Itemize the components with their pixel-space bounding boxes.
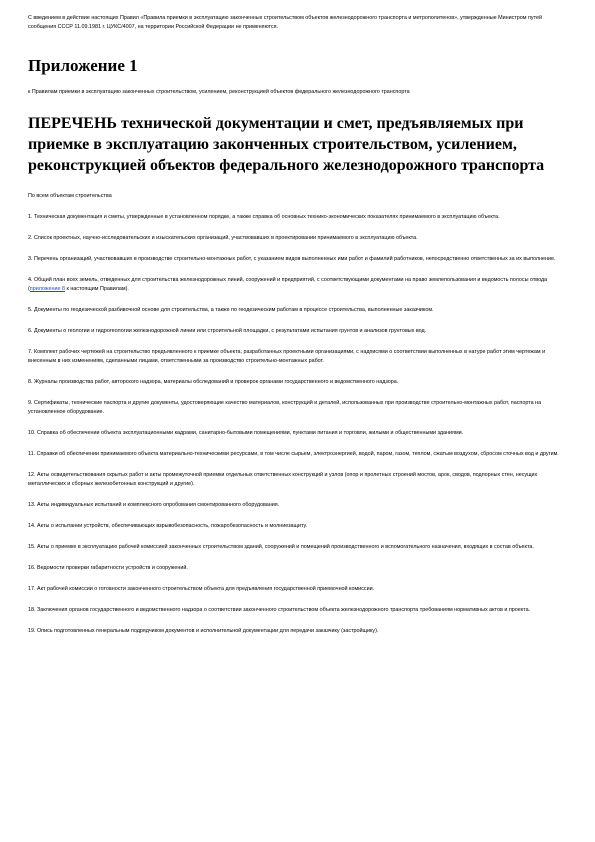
list-item-6: 6. Документы о геологии и гидрогеологии железнодорожной линии или строительной площадки, с результатами испытания грунтов и анализов грунтовых вод. — [28, 328, 427, 334]
list-item-19: 19. Опись подготовленных генеральным подрядчиком документов и исполнительной документации для передачи заказчику (застройщику). — [28, 628, 379, 634]
list-item-3: 3. Перечень организаций, участвовавших в производстве строительно-монтажных работ, с указанием видов выполненных ими работ и фамилий работников, непосредственно ответственных за их выполнение. — [28, 256, 556, 262]
document-title: ПЕРЕЧЕНЬ технической документации и смет, предъявляемых при приемке в эксплуатацию законченных строительством, усилением, реконструкцией объектов федерального железнодорожного транспорта — [28, 115, 545, 174]
list-item-11: 11. Справки об обеспечении принимаемого объекта материально-техническими ресурсами, в том числе сырьем, электроэнергией, водой, паром, газом, теплом, сжатым воздухом, сбросом сточных вод и другим. — [28, 451, 559, 457]
list-item-4-text-after: к настоящим Правилам). — [64, 286, 129, 292]
list-item-16: 16. Ведомости проверки габаритности устройств и сооружений. — [28, 565, 188, 571]
list-item-15: 15. Акты о приемке в эксплуатацию рабочей комиссией законченных строительством зданий, сооружений и помещений производственного и вспомогательного назначения, входящих в состав объекта. — [28, 544, 534, 550]
appendix-8-link[interactable]: приложение 8 — [29, 286, 65, 292]
appendix-title: Приложение 1 — [28, 56, 138, 75]
list-item-7: 7. Комплект рабочих чертежей на строительство предъявленного к приемке объекта, разработанных проектными организациями, с надписями о соответствии выполненных в натуре работ этим чертежам и внесенным в них изменениям, сделанными лицами, ответственными за производство строительно-монтажных работ. — [28, 349, 546, 364]
intro-note: С введением в действие настоящих Правил «Правила приемки в эксплуатацию законченных строительством объектов железнодорожного транспорта и метрополитенов», утвержденные Министром путей сообщения СССР 11.09.1981 г. ЦУКС/4007, на территории Российской Федерации не применяются. — [28, 15, 542, 30]
list-item-8: 8. Журналы производства работ, авторского надзора, материалы обследований и проверок органами государственного и ведомственного надзора. — [28, 379, 399, 385]
list-item-4 — [28, 276, 567, 294]
list-item-18: 18. Заключения органов государственного и ведомственного надзора о соответствии законченного строительством объекта железнодорожного транспорта требованиям нормативных актов и проекта. — [28, 607, 531, 613]
list-item-1: 1. Техническая документация и сметы, утвержденные в установленном порядке, а также справка об основных технико-экономических показателях принимаемого в эксплуатацию объекта. — [28, 214, 500, 220]
list-item-12: 12. Акты освидетельствования скрытых работ и акты промежуточной приемки отдельных ответственных конструкций и узлов (опор и пролетных строений мостов, арок, сводов, подпорных стен, несущих металлических и сборных железобетонных конструкций и другие). — [28, 472, 538, 487]
list-item-4-text-before: 4. Общий план всех земель, отведенных для строительства железнодорожных линий, сооружений и предприятий, с соответствующими документами на право землепользования и ведомость полосы отвода ( — [28, 277, 548, 292]
documents-list — [28, 213, 567, 636]
section-subhead: По всем объектам строительства — [28, 193, 112, 199]
list-item-13: 13. Акты индивидуальных испытаний и комплексного опробования смонтированного оборудования. — [28, 502, 280, 508]
list-item-14: 14. Акты о испытании устройств, обеспечивающих взрывобезопасность, пожаробезопасность и молниезащиту. — [28, 523, 308, 529]
list-item-5: 5. Документы по геодезической разбивочной основе для строительства, а также по геодезическим работам в процессе строительства, выполненные заказчиком. — [28, 307, 434, 313]
list-item-9: 9. Сертификаты, технические паспорта и другие документы, удостоверяющие качество материалов, конструкций и деталей, использованных при производстве строительно-монтажных работ, паспорта на установленное оборудование. — [28, 400, 542, 415]
list-item-2: 2. Список проектных, научно-исследовательских и изыскательских организаций, участвовавших в проектировании принимаемого в эксплуатацию объекта. — [28, 235, 418, 241]
list-item-17: 17. Акт рабочей комиссии о готовности законченного строительством объекта для предъявления государственной приемочной комиссии. — [28, 586, 375, 592]
list-item-10: 10. Справка об обеспечении объекта эксплуатационными кадрами, санитарно-бытовыми помещениями, пунктами питания и торговли, жилыми и общественными зданиями. — [28, 430, 464, 436]
appendix-reference: к Правилам приемки в эксплуатацию законченных строительством, усилением, реконструкцией объектов федерального железнодорожного транспорта — [28, 89, 410, 95]
